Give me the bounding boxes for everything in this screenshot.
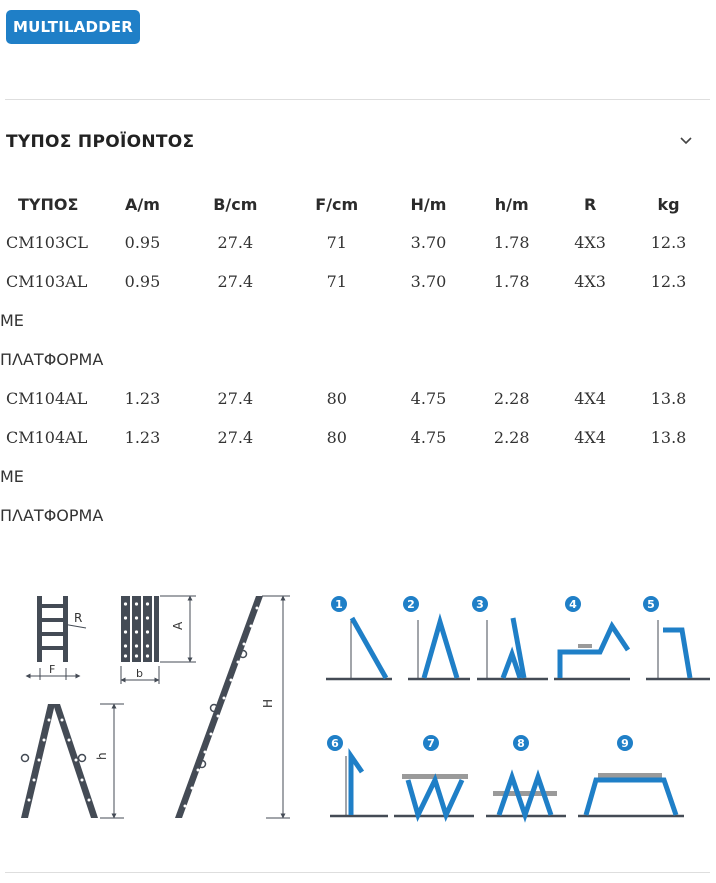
section-title: ΤΥΠΟΣ ΠΡΟΪΟΝΤΟΣ	[6, 132, 195, 152]
row-note-line1: ΜΕ	[0, 467, 24, 486]
position-7-number: 7	[427, 737, 435, 750]
position-9	[578, 735, 684, 816]
table-row	[0, 223, 710, 262]
cell-type: CM103AL	[6, 272, 88, 291]
table-row-note	[0, 457, 710, 496]
label-A: A	[171, 621, 185, 630]
table-row-note	[0, 301, 710, 340]
header-h: h/m	[494, 194, 529, 214]
ladder-aframe-view	[21, 704, 124, 818]
row-note-line2: ΠΛΑΤΦΟΡΜΑ	[0, 350, 104, 369]
ladder-diagram	[0, 580, 716, 840]
header-a: A/m	[125, 194, 160, 214]
table-row	[0, 379, 710, 418]
position-6-number: 6	[331, 737, 339, 750]
cell-b: 27.4	[217, 389, 254, 408]
cell-r: 4X3	[574, 233, 606, 252]
cell-kg: 12.3	[650, 233, 687, 252]
cell-H: 3.70	[410, 272, 447, 291]
position-2-number: 2	[407, 598, 415, 611]
position-4-number: 4	[569, 598, 577, 611]
bottom-divider	[5, 872, 710, 873]
cell-kg: 13.8	[650, 428, 687, 447]
cell-b: 27.4	[217, 233, 254, 252]
position-1-number: 1	[335, 598, 343, 611]
header-H: H/m	[410, 194, 447, 214]
label-H: H	[261, 698, 275, 708]
position-3-number: 3	[476, 598, 484, 611]
ladder-front-view	[28, 596, 86, 680]
label-h: h	[95, 752, 109, 760]
position-8	[486, 735, 566, 816]
cell-h: 2.28	[493, 389, 530, 408]
cell-kg: 12.3	[650, 272, 687, 291]
cell-f: 71	[326, 272, 347, 291]
header-b: B/cm	[213, 194, 258, 214]
cell-a: 1.23	[124, 428, 161, 447]
table-row-note	[0, 340, 710, 379]
cell-f: 71	[326, 233, 347, 252]
chevron-down-icon[interactable]	[678, 133, 694, 149]
position-5	[643, 596, 710, 679]
top-divider	[5, 99, 710, 100]
table-header-row	[0, 185, 710, 223]
cell-a: 0.95	[124, 272, 161, 291]
cell-f: 80	[326, 389, 347, 408]
cell-f: 80	[326, 428, 347, 447]
header-r: R	[583, 194, 597, 214]
cell-kg: 13.8	[650, 389, 687, 408]
table-row	[0, 418, 710, 457]
cell-type: CM103CL	[6, 233, 89, 252]
table-row	[0, 262, 710, 301]
cell-h: 1.78	[493, 233, 530, 252]
label-R: R	[74, 611, 83, 625]
ladder-folded-view	[121, 596, 196, 684]
cell-a: 0.95	[124, 233, 161, 252]
row-note-line1: ΜΕ	[0, 311, 24, 330]
cell-H: 4.75	[410, 428, 447, 447]
position-8-number: 8	[517, 737, 525, 750]
position-2	[403, 596, 470, 679]
cell-H: 3.70	[410, 233, 447, 252]
cell-a: 1.23	[124, 389, 161, 408]
cell-h: 1.78	[493, 272, 530, 291]
usage-positions	[326, 596, 710, 816]
label-b: b	[136, 667, 143, 680]
brand-logo: MULTILADDER	[6, 10, 140, 44]
header-f: F/cm	[315, 194, 359, 214]
position-5-number: 5	[647, 598, 655, 611]
cell-H: 4.75	[410, 389, 447, 408]
header-type: ΤΥΠΟΣ	[18, 194, 79, 214]
position-3	[472, 596, 548, 679]
cell-r: 4X3	[574, 272, 606, 291]
table-row-note	[0, 496, 710, 535]
label-F: F	[49, 663, 56, 676]
cell-r: 4X4	[574, 428, 606, 447]
cell-type: CM104AL	[6, 428, 88, 447]
cell-type: CM104AL	[6, 389, 88, 408]
cell-b: 27.4	[217, 272, 254, 291]
row-note-line2: ΠΛΑΤΦΟΡΜΑ	[0, 506, 104, 525]
position-1	[326, 596, 392, 679]
cell-r: 4X4	[574, 389, 606, 408]
specs-table	[0, 185, 710, 535]
cell-h: 2.28	[493, 428, 530, 447]
cell-b: 27.4	[217, 428, 254, 447]
position-9-number: 9	[621, 737, 629, 750]
position-4	[554, 596, 630, 679]
header-kg: kg	[657, 194, 680, 214]
position-6	[327, 735, 388, 816]
position-7	[394, 735, 474, 816]
